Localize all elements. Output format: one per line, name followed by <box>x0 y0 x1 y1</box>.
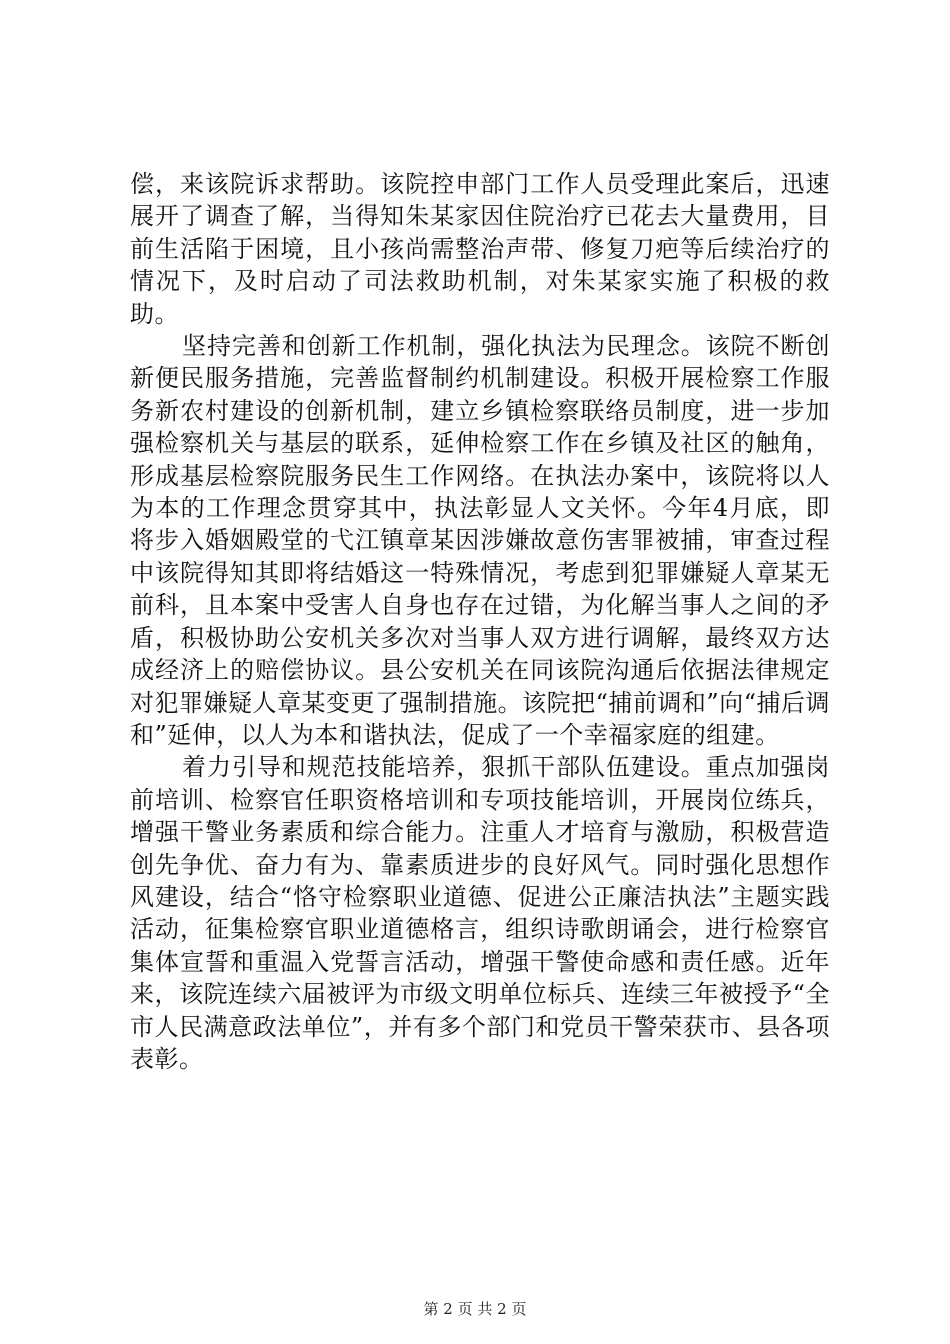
document-body <box>130 168 830 1075</box>
paragraph-continuation: 偿，来该院诉求帮助。该院控申部门工作人员受理此案后，迅速展开了调查了解，当得知朱某家因住院治疗已花去大量费用，目前生活陷于困境，且小孩尚需整治声带、修复刀疤等后续治疗的情况下，及时启动了司法救助机制，对朱某家实施了积极的救助。 <box>130 170 830 328</box>
page-footer: 第 2 页 共 2 页 <box>423 1300 527 1318</box>
paragraph-work-mechanism: 坚持完善和创新工作机制，强化执法为民理念。该院不断创新便民服务措施，完善监督制约机制建设。积极开展检察工作服务新农村建设的创新机制，建立乡镇检察联络员制度，进一步加强检察机关与基层的联系，延伸检察工作在乡镇及社区的触角，形成基层检察院服务民生工作网络。在执法办案中，该院将以人为本的工作理念贯穿其中，执法彰显人文关怀。今年4月底，即将步入婚姻殿堂的弋江镇章某因涉嫌故意伤害罪被捕，审查过程中该院得知其即将结婚这一特殊情况，考虑到犯罪嫌疑人章某无前科，且本案中受害人自身也存在过错，为化解当事人之间的矛盾，积极协助公安机关多次对当事人双方进行调解，最终双方达成经济上的赔偿协议。县公安机关在同该院沟通后依据法律规定对犯罪嫌疑人章某变更了强制措施。该院把“捕前调和”向“捕后调和”延伸，以人为本和谐执法，促成了一个幸福家庭的组建。 <box>130 332 830 749</box>
paragraph-skill-training: 着力引导和规范技能培养，狠抓干部队伍建设。重点加强岗前培训、检察官任职资格培训和专项技能培训，开展岗位练兵，增强干警业务素质和综合能力。注重人才培育与激励，积极营造创先争优、奋力有为、靠素质进步的良好风气。同时强化思想作风建设，结合“恪守检察职业道德、促进公正廉洁执法”主题实践活动，征集检察官职业道德格言，组织诗歌朗诵会，进行检察官集体宣誓和重温入党誓言活动，增强干警使命感和责任感。近年来，该院连续六届被评为市级文明单位标兵、连续三年被授予“全市人民满意政法单位”，并有多个部门和党员干警荣获市、县各项表彰。 <box>130 753 830 1073</box>
